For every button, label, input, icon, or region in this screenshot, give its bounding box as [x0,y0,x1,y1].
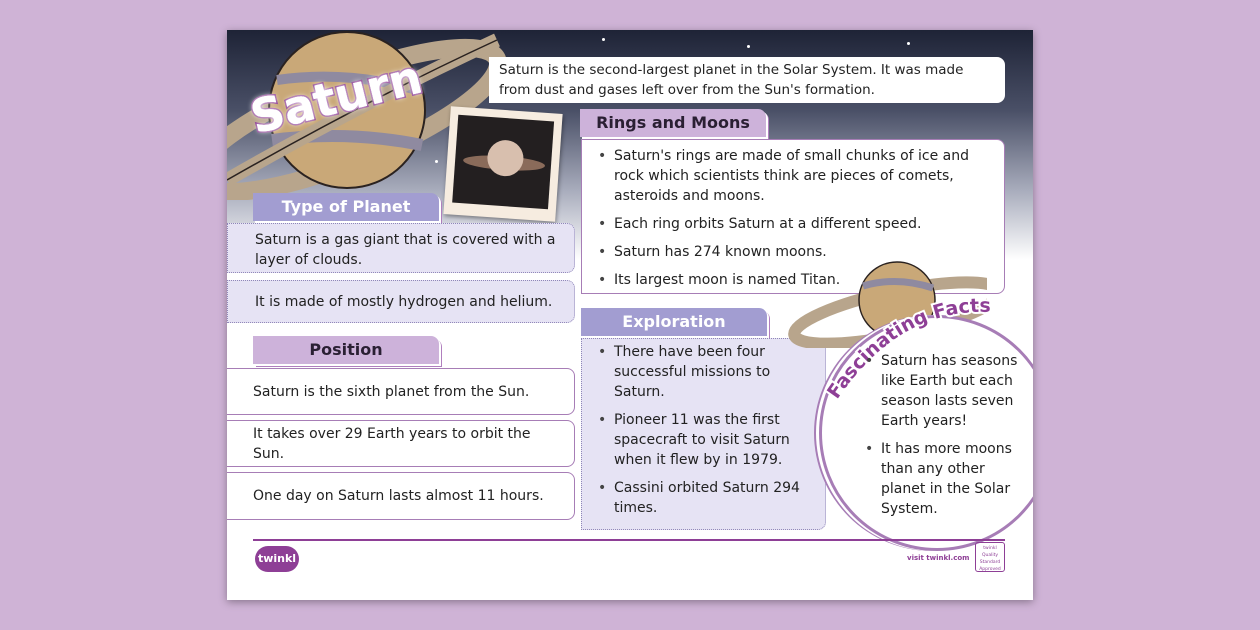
fact-item: • Cassini orbited Saturn 294 times. [596,478,815,518]
fact-box: It is made of mostly hydrogen and helium. [227,280,575,323]
fact-item: • Pioneer 11 was the first spacecraft to visit Saturn when it flew by in 1979. [596,410,815,470]
fact-text: It takes over 29 Earth years to orbit the Sun. [253,425,531,462]
fact-box [227,368,575,415]
rings-and-moons-heading: Rings and Moons [580,109,766,137]
fact-text: Saturn is the sixth planet from the Sun. [253,383,530,400]
type-of-planet-heading: Type of Planet [253,193,439,221]
fact-text: One day on Saturn lasts almost 11 hours. [253,488,544,504]
page-title: Saturn [245,49,428,145]
fact-item: • There have been four successful missions to Saturn. [596,342,815,402]
quality-badge: twinkl Quality Standard Approved [975,542,1005,572]
exploration-box [581,338,826,530]
visit-twinkl-link[interactable]: visit twinkl.com [907,554,970,562]
fact-item: • It has more moons than any other planet in the Solar System. [863,439,1023,519]
twinkl-logo[interactable]: twinkl [255,546,299,572]
fact-item: • Each ring orbits Saturn at a different speed. [596,214,984,234]
fact-box [227,420,575,467]
fact-item: • Saturn's rings are made of small chunks of ice and rock which scientists think are pieces of comets, asteroids and moons. [596,146,984,206]
intro-text: Saturn is the second-largest planet in the Solar System. It was made from dust and gases left over from the Sun's formation. [489,57,1005,103]
exploration-heading: Exploration [581,308,767,336]
fact-box [227,472,575,520]
fact-box: Saturn is a gas giant that is covered with a layer of clouds. [227,223,575,273]
fact-item: • Saturn has seasons like Earth but each season lasts seven Earth years! [863,351,1023,431]
fascinating-facts-list [863,351,1023,527]
footer-divider [253,539,1005,541]
fascinating-facts-title: Fascinating Facts [823,294,991,403]
position-heading: Position [253,336,439,364]
saturn-fact-sheet [227,30,1033,600]
saturn-photo [443,106,562,222]
fact-item: • Saturn has 274 known moons. [596,242,984,262]
fact-item: • Its largest moon is named Titan. [596,270,984,290]
